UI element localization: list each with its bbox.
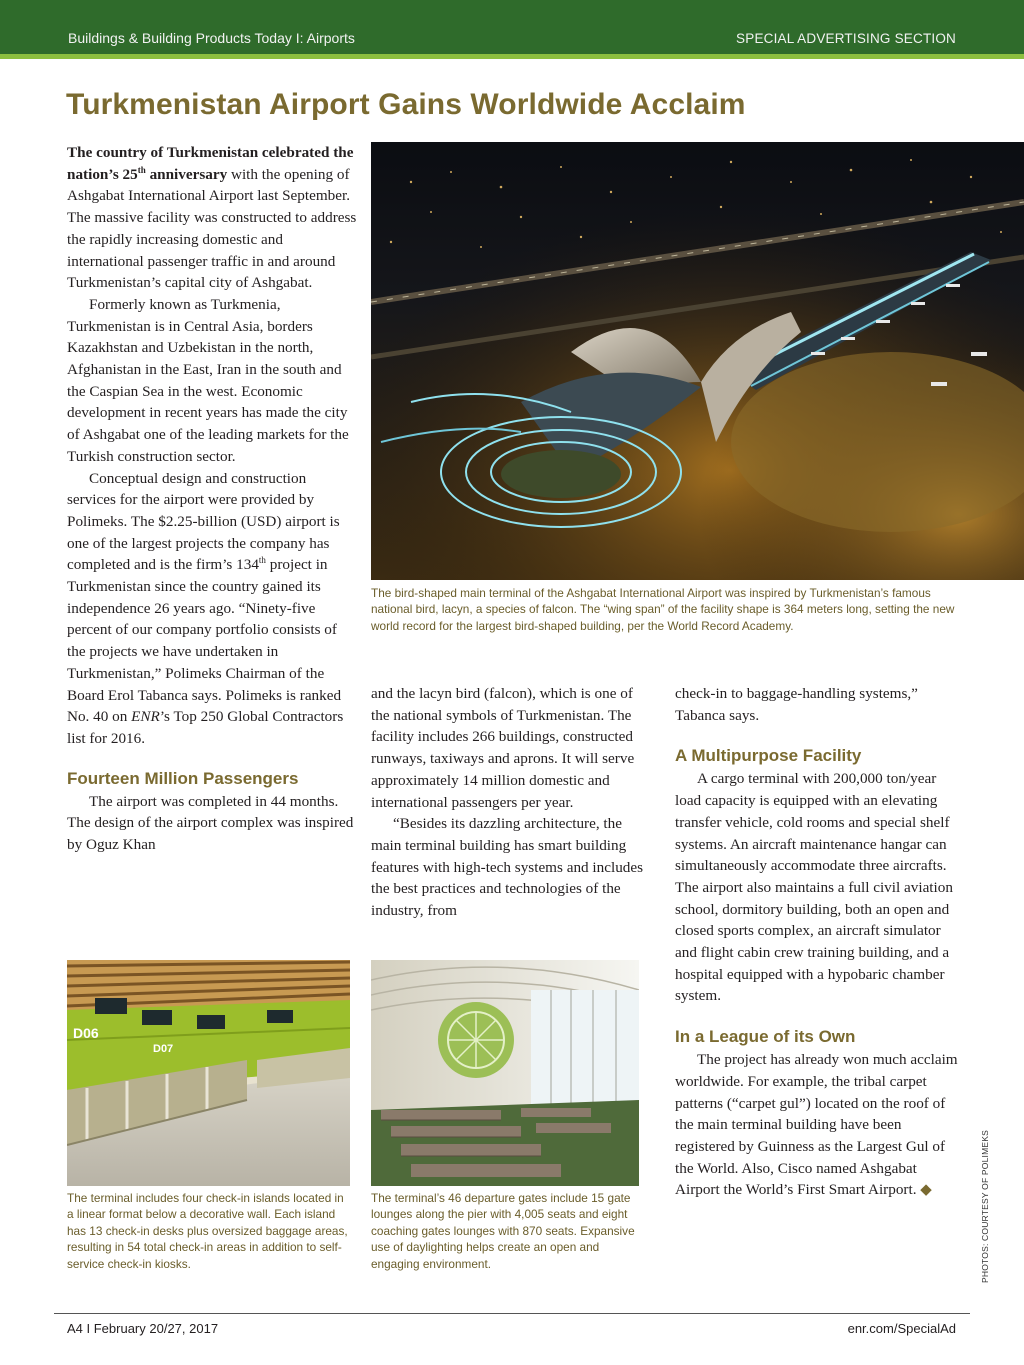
checkin-caption: The terminal includes four check-in islands located in a linear format below a decorative wall. Each island has 13 check-in desks plus oversized baggage areas, resulting in 54 total check-in areas in addition to self-service check-in kiosks.: [67, 1191, 348, 1271]
superscript: th: [258, 555, 266, 566]
paragraph-checkin: check-in to baggage-handling systems,” Tabanca says.: [675, 685, 918, 724]
gates-photo: [371, 960, 639, 1186]
article-column-1: [67, 142, 357, 856]
advertising-label: SPECIAL ADVERTISING SECTION: [736, 31, 956, 46]
paragraph-text: with the opening of Ashgabat International Airport last September. The massive facility was constructed to address the rapidly increasing domestic and international passenger traffic in and around Turkmenistan’s capital city of Ashgabat.: [67, 165, 357, 292]
end-mark-icon: ◆: [920, 1181, 932, 1199]
header-bar: [0, 0, 1024, 54]
gates-caption: The terminal’s 46 departure gates include 15 gate lounges along the pier with 4,005 seats and eight coaching gates lounges with 870 seats. Expansive use of daylighting helps create an open and engaging environment.: [371, 1191, 635, 1271]
paragraph-text: ’s Top 250 Global Contractors list for 2016.: [67, 708, 344, 747]
article-title: Turkmenistan Airport Gains Worldwide Acclaim: [66, 88, 746, 121]
paragraph-intro: [67, 142, 357, 294]
subhead-league: In a League of its Own: [675, 1027, 856, 1047]
main-terminal-photo: [371, 142, 1024, 580]
checkin-photo: [67, 960, 350, 1186]
gate-label-d07: D07: [153, 1043, 174, 1055]
paragraph-turkmenia: Formerly known as Turkmenia, Turkmenistan is in Central Asia, borders Kazakhstan and Uzbekistan in the north, Afghanistan in the East, Iran in the south and the Caspian Sea in the west. Economic development in recent years has made the city of Ashgabat one of the leading markets for the Turkish construction sector.: [67, 295, 349, 465]
paragraph-cargo: A cargo terminal with 200,000 ton/year load capacity is equipped with an elevating transfer vehicle, cold rooms and special shelf systems. An aircraft maintenance hangar can simultaneously accommodate three aircrafts. The airport also maintains a full civil aviation school, dormitory building, both an open and closed sports complex, an aircraft simulator and flight cabin crew training building, and a hospital equipped with a hypobaric chamber system.: [675, 770, 953, 1005]
gate-label-d06: D06: [73, 1025, 99, 1041]
main-photo-caption: The bird-shaped main terminal of the Ashgabat International Airport was inspired by Turkmenistan’s famous national bird, lacyn, a species of falcon. The “wing span” of the facility shape is 364 meters long, setting the new world record for the largest bird-shaped building, per the World Record Academy.: [371, 586, 955, 633]
paragraph-text: Conceptual design and construction services for the airport were provided by Polimeks. The $2.25-billion (USD) airport is one of the largest projects the company has completed and is the firm’s 134: [67, 469, 340, 574]
article-column-2: [371, 683, 651, 922]
paragraph-lacyn: and the lacyn bird (falcon), which is one of the national symbols of Turkmenistan. The facility includes 266 buildings, constructed runways, taxiways and aprons. It will serve approximately 14 million domestic and international passengers per year.: [371, 685, 635, 811]
departure-lounge-image: [371, 960, 639, 1186]
paragraph-text: project in Turkmenistan since the country gained its independence 26 years ago. “Ninety-five percent of our company portfolio consists of the projects we have undertaken in Turkmenistan,” Polimeks Chairman of the Board Erol Tabanca says. Polimeks is ranked No. 40 on: [67, 556, 342, 726]
paragraph-text: The project has already won much acclaim worldwide. For example, the tribal carpet patterns (“carpet gul”) located on the roof of the main terminal building have been registered by Guinness as the Largest Gul of the World. Also, Cisco named Ashgabat Airport the World’s First Smart Airport.: [675, 1051, 958, 1199]
enr-italic: ENR: [131, 708, 160, 726]
paragraph-polimeks: [67, 468, 357, 750]
photo-credit: PHOTOS: COURTESY OF POLIMEKS: [980, 1130, 990, 1283]
lead-text: The country of Turkmenistan celebrated the nation’s 25: [67, 144, 354, 183]
section-title: Buildings & Building Products Today I: Airports: [68, 30, 355, 46]
paragraph-architecture: “Besides its dazzling architecture, the main terminal building has smart building features with high-tech systems and includes the best practices and technologies of the industry, from: [371, 815, 644, 920]
footer-url: enr.com/SpecialAd: [847, 1321, 956, 1336]
subhead-multipurpose: A Multipurpose Facility: [675, 746, 862, 766]
header-accent-line: [0, 54, 1024, 59]
paragraph-completed: The airport was completed in 44 months. The design of the airport complex was inspired by Oguz Khan: [67, 792, 354, 854]
checkin-hall-image: [67, 960, 350, 1186]
superscript: th: [137, 164, 146, 175]
article-column-3: [675, 683, 960, 1201]
subhead-fourteen-million: Fourteen Million Passengers: [67, 768, 299, 788]
night-aerial-image: [371, 142, 1024, 580]
footer-rule: [54, 1313, 970, 1314]
paragraph-acclaim: [675, 1049, 960, 1201]
page-folio: A4 I February 20/27, 2017: [67, 1321, 219, 1336]
lead-text-end: anniversary: [145, 165, 228, 183]
